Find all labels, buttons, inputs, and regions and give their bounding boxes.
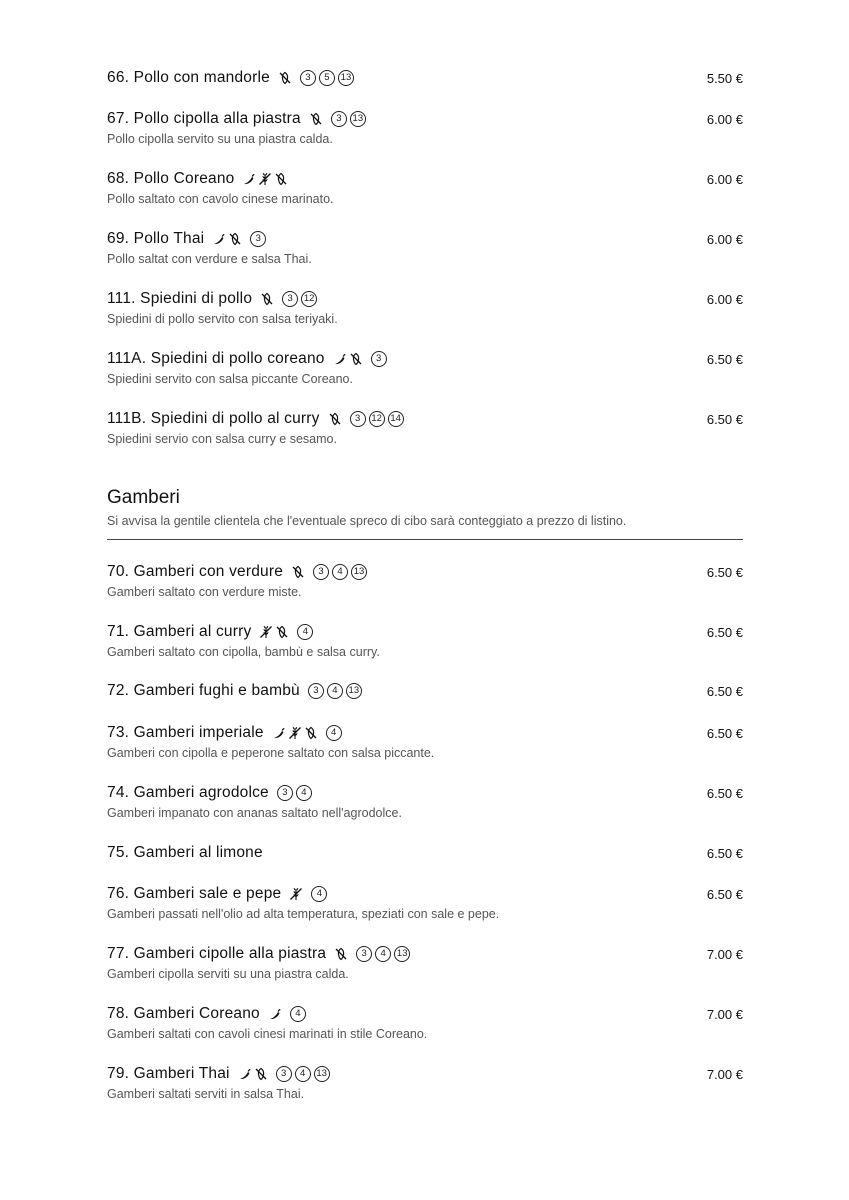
- menu-item-description: Spiedini di pollo servito con salsa teriyaki.: [107, 312, 338, 326]
- menu-item-description: Gamberi saltato con verdure miste.: [107, 585, 302, 599]
- menu-item-header: [107, 722, 743, 744]
- menu-item-price: 7.00 €: [706, 1006, 743, 1022]
- menu-item-title: 70. Gamberi con verdure: [107, 563, 284, 580]
- menu-item: [107, 943, 743, 981]
- allergen-badge: 12: [301, 291, 317, 307]
- allergen-badge: 3: [308, 683, 324, 699]
- allergen-list: [277, 785, 312, 801]
- allergen-badge: 3: [356, 946, 372, 962]
- gluten-free-icon: [334, 947, 348, 961]
- menu-item-header: [107, 621, 743, 643]
- gluten-free-icon: [275, 625, 289, 639]
- menu-item: [107, 680, 743, 702]
- allergen-list: [297, 624, 313, 640]
- menu-item-price: 6.50 €: [706, 624, 743, 640]
- menu-item: [107, 228, 743, 266]
- diet-icons: [333, 352, 363, 366]
- section-title: Gamberi: [107, 487, 180, 508]
- menu-item-title: 79. Gamberi Thai: [107, 1065, 230, 1082]
- allergen-badge: 13: [314, 1066, 330, 1082]
- menu-item: [107, 408, 743, 446]
- section-divider: [107, 539, 743, 540]
- diet-icons: [278, 71, 292, 85]
- gluten-free-icon: [254, 1067, 268, 1081]
- allergen-badge: 4: [297, 624, 313, 640]
- allergen-badge: 13: [351, 564, 367, 580]
- menu-item-header: [107, 228, 743, 250]
- menu-item-description: Gamberi passati nell'olio ad alta temperatura, speziati con sale e pepe.: [107, 907, 500, 921]
- allergen-badge: 4: [375, 946, 391, 962]
- menu-item: [107, 1063, 743, 1101]
- menu-item-title: 75. Gamberi al limone: [107, 844, 263, 861]
- chili-icon: [212, 232, 226, 246]
- diet-icons: [291, 565, 305, 579]
- menu-item-header: [107, 782, 743, 804]
- diet-icons: [328, 412, 342, 426]
- menu-item-price: 6.50 €: [706, 683, 743, 699]
- allergen-list: [300, 70, 354, 86]
- menu-item-price: 7.00 €: [706, 946, 743, 962]
- chili-icon: [268, 1007, 282, 1021]
- gluten-free-icon: [291, 565, 305, 579]
- allergen-badge: 3: [313, 564, 329, 580]
- gluten-free-icon: [349, 352, 363, 366]
- allergen-badge: 4: [290, 1006, 306, 1022]
- allergen-badge: 13: [394, 946, 410, 962]
- menu-item-price: 6.00 €: [706, 291, 743, 307]
- menu-item: [107, 108, 743, 146]
- allergen-badge: 13: [338, 70, 354, 86]
- menu-item-price: 6.50 €: [706, 785, 743, 801]
- no-wheat-icon: [289, 887, 303, 901]
- menu-item-header: [107, 348, 743, 370]
- chili-icon: [242, 172, 256, 186]
- menu-item-description: Gamberi con cipolla e peperone saltato con salsa piccante.: [107, 746, 435, 760]
- allergen-badge: 4: [332, 564, 348, 580]
- menu-item-title: 69. Pollo Thai: [107, 230, 205, 247]
- menu-item-header: [107, 408, 743, 430]
- menu-item-description: Gamberi saltati serviti in salsa Thai.: [107, 1087, 305, 1101]
- allergen-list: [371, 351, 387, 367]
- allergen-badge: 13: [350, 111, 366, 127]
- diet-icons: [272, 726, 318, 740]
- menu-item-title: 78. Gamberi Coreano: [107, 1005, 260, 1022]
- allergen-badge: 3: [250, 231, 266, 247]
- menu-item-header: [107, 680, 743, 702]
- menu-item-price: 6.50 €: [706, 411, 743, 427]
- menu-item-header: [107, 288, 743, 310]
- menu-item-header: [107, 883, 743, 905]
- menu-item-price: 7.00 €: [706, 1066, 743, 1082]
- menu-item: [107, 782, 743, 820]
- menu-item-title: 74. Gamberi agrodolce: [107, 784, 269, 801]
- allergen-list: [350, 411, 404, 427]
- menu-item-title: 77. Gamberi cipolle alla piastra: [107, 945, 327, 962]
- menu-item-title: 73. Gamberi imperiale: [107, 724, 264, 741]
- menu-item-description: Pollo saltat con verdure e salsa Thai.: [107, 252, 312, 266]
- allergen-list: [331, 111, 366, 127]
- allergen-badge: 4: [295, 1066, 311, 1082]
- menu-item-description: Gamberi cipolla serviti su una piastra calda.: [107, 967, 349, 981]
- no-wheat-icon: [259, 625, 273, 639]
- allergen-badge: 4: [311, 886, 327, 902]
- gluten-free-icon: [328, 412, 342, 426]
- allergen-badge: 13: [346, 683, 362, 699]
- menu-item-header: [107, 168, 743, 190]
- menu-item-header: [107, 1003, 743, 1025]
- menu-item: [107, 1003, 743, 1041]
- menu-item-header: [107, 943, 743, 965]
- allergen-badge: 4: [296, 785, 312, 801]
- allergen-badge: 3: [277, 785, 293, 801]
- diet-icons: [238, 1067, 268, 1081]
- menu-item-description: Gamberi impanato con ananas saltato nell'agrodolce.: [107, 806, 402, 820]
- menu-item-title: 67. Pollo cipolla alla piastra: [107, 110, 301, 127]
- allergen-list: [356, 946, 410, 962]
- allergen-badge: 5: [319, 70, 335, 86]
- allergen-list: [290, 1006, 306, 1022]
- menu-item-description: Gamberi saltati con cavoli cinesi marinati in stile Coreano.: [107, 1027, 428, 1041]
- menu-item-title: 72. Gamberi fughi e bambù: [107, 682, 300, 699]
- section-note: Si avvisa la gentile clientela che l'eventuale spreco di cibo sarà conteggiato a prezzo di listino.: [107, 514, 627, 528]
- diet-icons: [260, 292, 274, 306]
- menu-item-title: 111. Spiedini di pollo: [107, 290, 253, 307]
- allergen-list: [313, 564, 367, 580]
- chili-icon: [333, 352, 347, 366]
- menu-item-price: 6.00 €: [706, 171, 743, 187]
- diet-icons: [334, 947, 348, 961]
- gluten-free-icon: [260, 292, 274, 306]
- allergen-list: [308, 683, 362, 699]
- menu-item-price: 6.50 €: [706, 564, 743, 580]
- allergen-list: [276, 1066, 330, 1082]
- chili-icon: [238, 1067, 252, 1081]
- menu-item-description: Pollo cipolla servito su una piastra calda.: [107, 132, 333, 146]
- menu-item-description: Spiedini servio con salsa curry e sesamo.: [107, 432, 337, 446]
- allergen-list: [326, 725, 342, 741]
- allergen-badge: 12: [369, 411, 385, 427]
- menu-item: [107, 288, 743, 326]
- no-wheat-icon: [288, 726, 302, 740]
- diet-icons: [242, 172, 288, 186]
- gluten-free-icon: [309, 112, 323, 126]
- gluten-free-icon: [304, 726, 318, 740]
- allergen-badge: 14: [388, 411, 404, 427]
- menu-item: [107, 842, 743, 864]
- menu-item-header: [107, 108, 743, 130]
- gluten-free-icon: [278, 71, 292, 85]
- diet-icons: [212, 232, 242, 246]
- allergen-list: [311, 886, 327, 902]
- menu-item: [107, 67, 743, 89]
- menu-item-price: 6.00 €: [706, 231, 743, 247]
- allergen-badge: 4: [327, 683, 343, 699]
- no-wheat-icon: [258, 172, 272, 186]
- menu-item-price: 6.50 €: [706, 845, 743, 861]
- menu-item: [107, 621, 743, 659]
- diet-icons: [268, 1007, 282, 1021]
- chili-icon: [272, 726, 286, 740]
- menu-item: [107, 722, 743, 760]
- menu-item: [107, 348, 743, 386]
- menu-item-header: [107, 842, 743, 864]
- menu-item: [107, 168, 743, 206]
- allergen-badge: 3: [282, 291, 298, 307]
- gluten-free-icon: [228, 232, 242, 246]
- allergen-badge: 3: [331, 111, 347, 127]
- menu-item-title: 66. Pollo con mandorle: [107, 69, 270, 86]
- allergen-list: [282, 291, 317, 307]
- menu-item-price: 5.50 €: [706, 70, 743, 86]
- menu-item-title: 111B. Spiedini di pollo al curry: [107, 410, 320, 427]
- allergen-badge: 3: [371, 351, 387, 367]
- allergen-badge: 4: [326, 725, 342, 741]
- menu-item-title: 76. Gamberi sale e pepe: [107, 885, 282, 902]
- allergen-list: [250, 231, 266, 247]
- diet-icons: [259, 625, 289, 639]
- diet-icons: [309, 112, 323, 126]
- menu-item-description: Gamberi saltato con cipolla, bambù e salsa curry.: [107, 645, 380, 659]
- menu-item-price: 6.50 €: [706, 886, 743, 902]
- menu-item-description: Spiedini servito con salsa piccante Coreano.: [107, 372, 353, 386]
- menu-item-header: [107, 1063, 743, 1085]
- menu-item: [107, 561, 743, 599]
- menu-item-title: 71. Gamberi al curry: [107, 623, 252, 640]
- allergen-badge: 3: [276, 1066, 292, 1082]
- menu-item: [107, 883, 743, 921]
- allergen-badge: 3: [350, 411, 366, 427]
- menu-item-title: 111A. Spiedini di pollo coreano: [107, 350, 325, 367]
- gluten-free-icon: [274, 172, 288, 186]
- menu-item-description: Pollo saltato con cavolo cinese marinato.: [107, 192, 334, 206]
- menu-item-header: [107, 67, 743, 89]
- diet-icons: [289, 887, 303, 901]
- menu-item-price: 6.00 €: [706, 111, 743, 127]
- menu-item-title: 68. Pollo Coreano: [107, 170, 235, 187]
- menu-item-price: 6.50 €: [706, 351, 743, 367]
- menu-item-price: 6.50 €: [706, 725, 743, 741]
- allergen-badge: 3: [300, 70, 316, 86]
- menu-item-header: [107, 561, 743, 583]
